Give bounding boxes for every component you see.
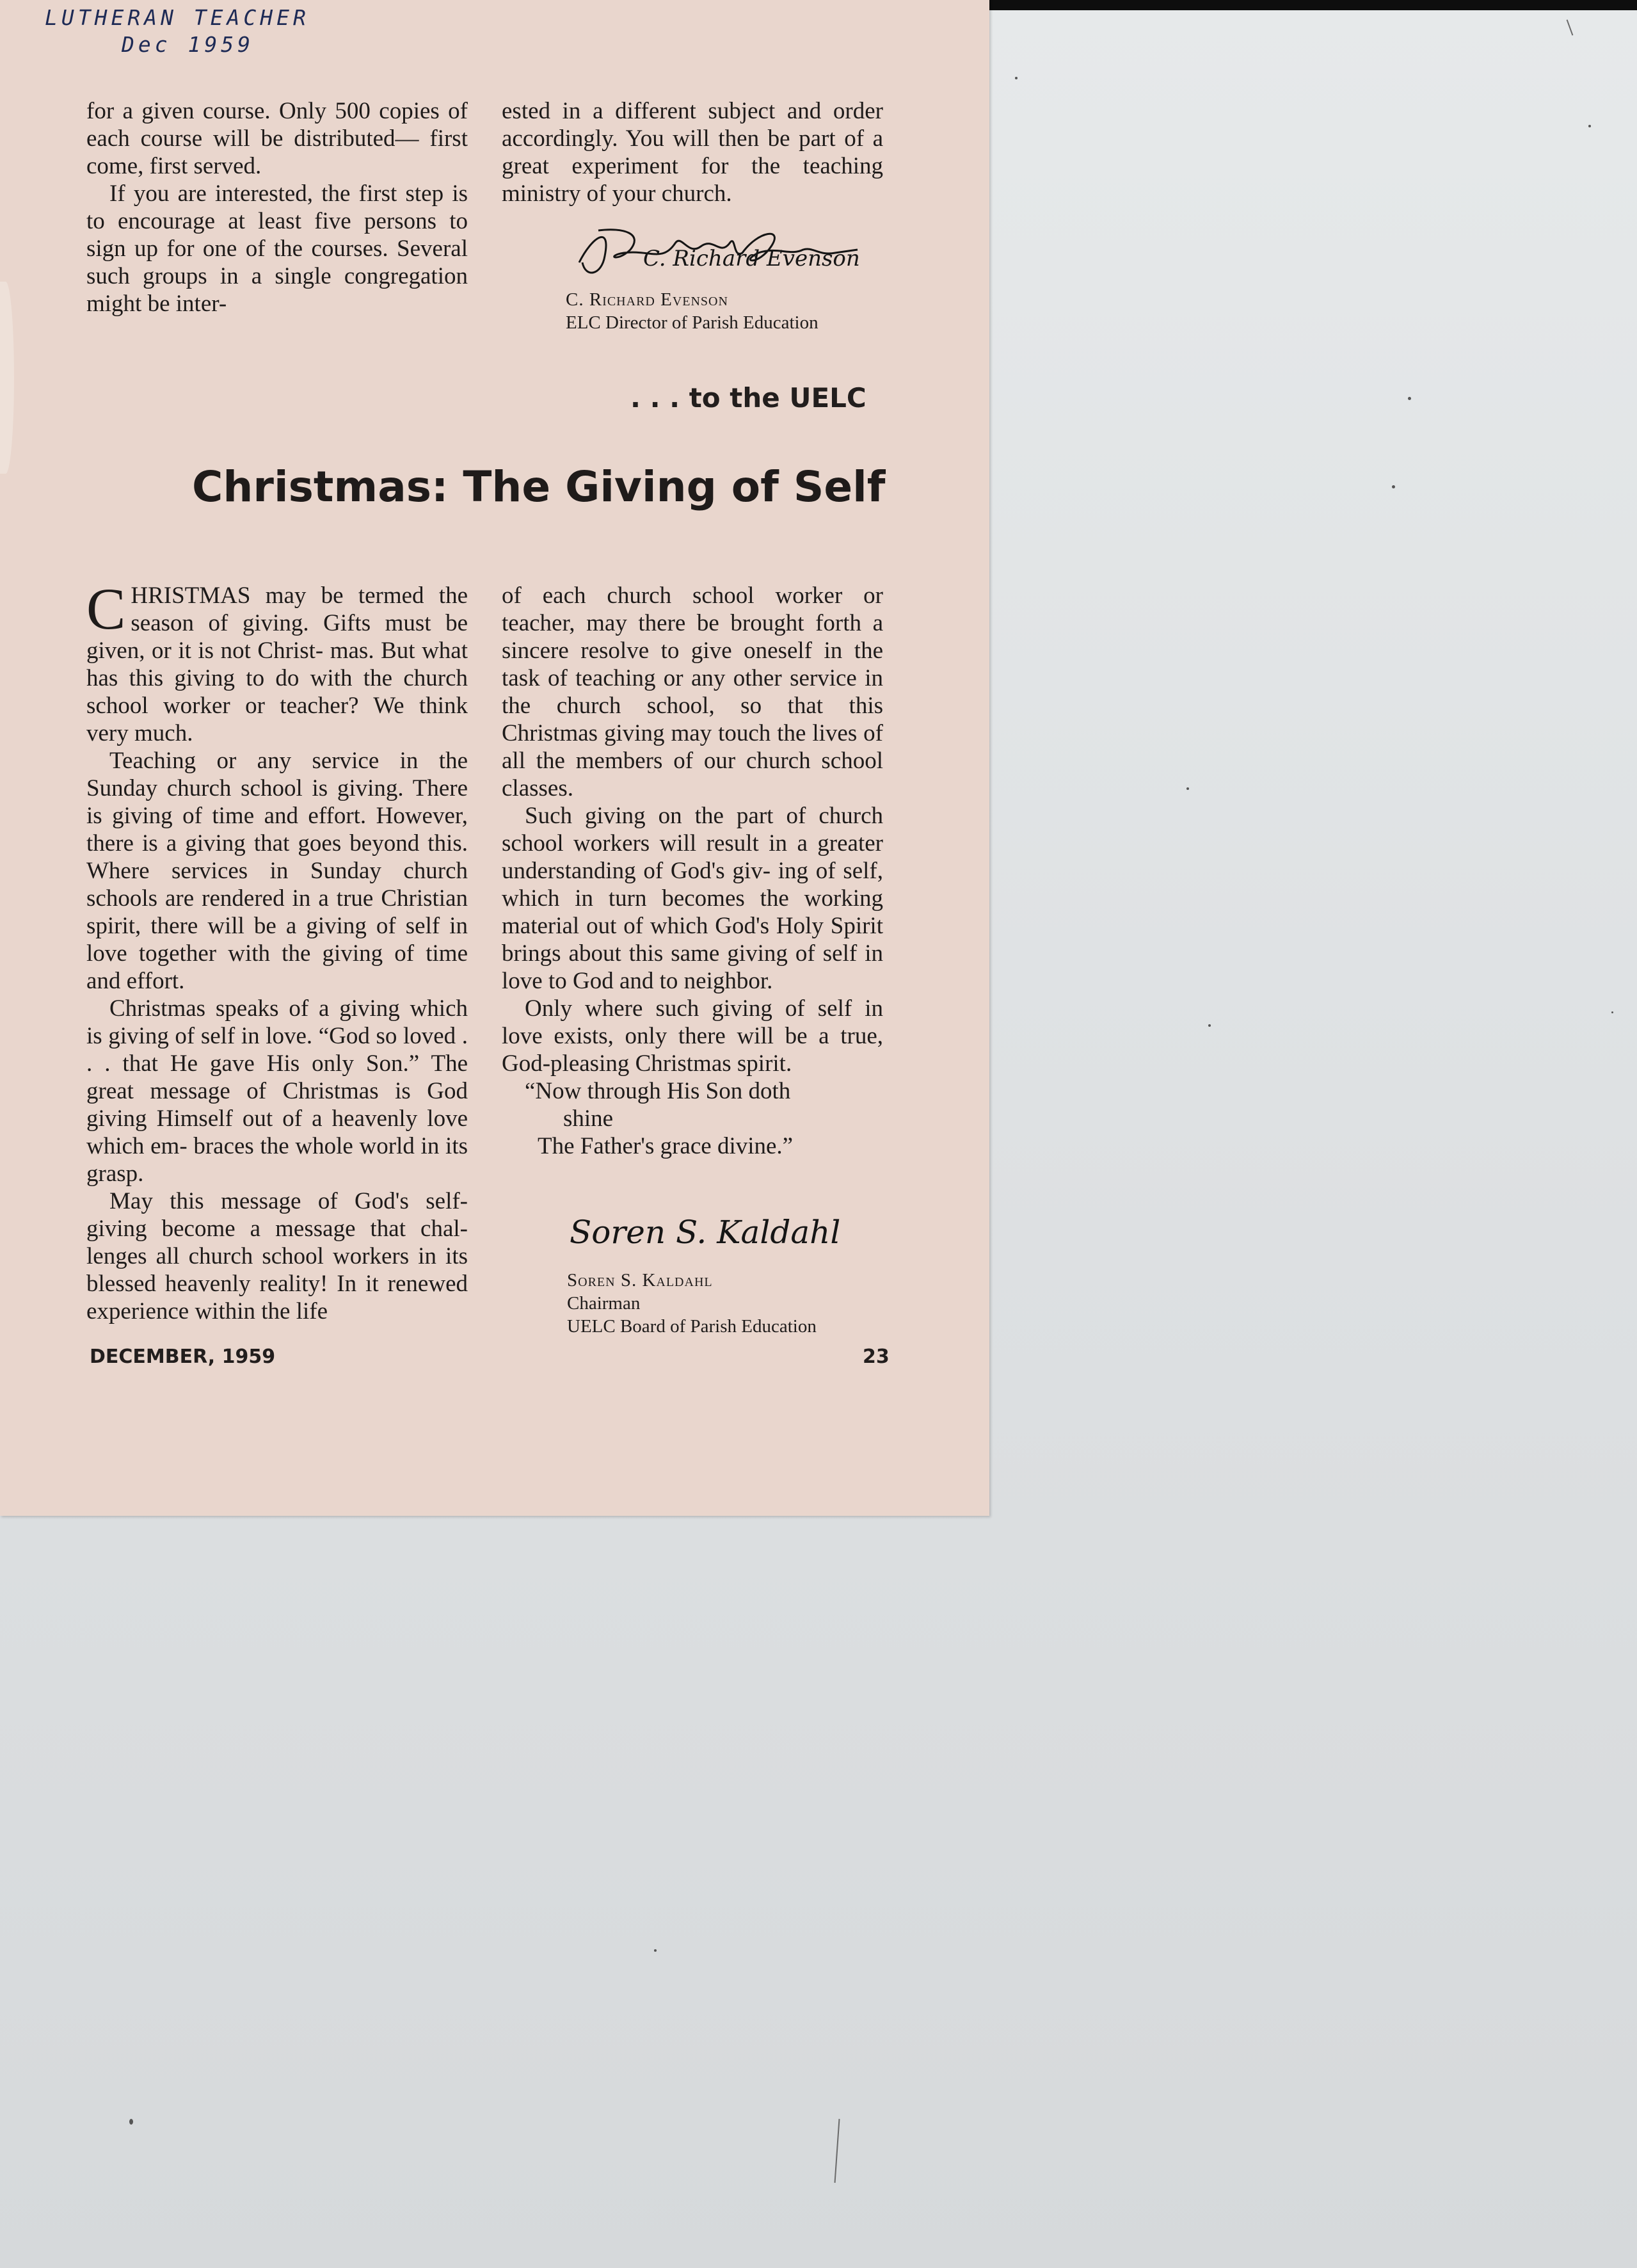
magazine-page (0, 0, 989, 1516)
kaldahl-signature-text: Soren S. Kaldahl (570, 1214, 841, 1251)
top-column-left (86, 97, 468, 318)
handwritten-note-line1: LUTHERAN TEACHER (45, 5, 310, 30)
article-paragraph-2: Teaching or any service in the Sunday church school is giving. There is giving of time and effort. However, there is a giving that goes beyond this. Where services in Sunday church schools are rendered in a true Christian spirit, there will be a giving of self in love together with the giving of time and effort. (86, 748, 468, 994)
kaldahl-name-block (567, 1269, 817, 1338)
article-paragraph-6: Such giving on the part of church school workers will result in a greater understanding of God's giv- ing of self, which in turn becomes the working material out of which God's Holy Spirit brings about this same giving of self in love to God and to neighbor. (502, 803, 883, 994)
top-column-right (502, 97, 883, 207)
poem-line-1: “Now through His Son doth (525, 1078, 791, 1104)
article-paragraph-5: of each church school worker or teacher, may there be brought forth a sincere resolve to give oneself in the task of teaching or any other service in the church school, so that this Christmas giving may touch the lives of all the members of our church school classes. (502, 583, 883, 801)
kaldahl-signature (563, 1203, 858, 1261)
top-paragraph-2: If you are interested, the first step is to encourage at least five persons to sign up for one of the courses. Several such groups in a single congregation might be inter- (86, 181, 468, 317)
dropcap: C (86, 576, 126, 641)
evenson-name-block (566, 288, 818, 334)
top-paragraph-1: for a given course. Only 500 copies of each course will be distributed— first come, first served. (86, 98, 468, 179)
kaldahl-role: Chairman (567, 1293, 641, 1314)
kaldahl-org: UELC Board of Parish Education (567, 1316, 817, 1337)
dust-speck (1186, 787, 1189, 790)
scan-edge-strip (989, 0, 1637, 10)
evenson-signature-text: C. Richard Evenson (643, 246, 860, 271)
article-paragraph-4: May this message of God's self- giving become a message that chal- lenges all church school workers in its blessed heavenly reality! In it renewed experience within the life (86, 1188, 468, 1324)
article-title: Christmas: The Giving of Self (192, 462, 886, 511)
poem-line-2: shine (563, 1106, 614, 1132)
evenson-name: C. Richard Evenson (566, 289, 728, 310)
top-paragraph-3: ested in a different subject and order accordingly. You will then be part of a great experiment for the teaching ministry of your church. (502, 98, 883, 207)
dust-speck (1588, 125, 1591, 127)
article-paragraph-1 (86, 576, 468, 747)
article-paragraph-7: Only where such giving of self in love exists, only there will be a true, God-pleasing Christmas spirit. (502, 995, 883, 1077)
poem-quote (502, 1077, 883, 1160)
page-number: 23 (863, 1346, 890, 1368)
article-column-right (502, 582, 883, 1160)
section-tag: . . . to the UELC (630, 382, 866, 414)
dust-speck (654, 1949, 657, 1952)
dust-speck (1015, 77, 1018, 79)
issue-date: DECEMBER, 1959 (90, 1346, 276, 1368)
article-paragraph-3: Christmas speaks of a giving which is giving of self in love. “God so loved . . . that He gave His only Son.” The great message of Christmas is God giving Himself out of a heavenly love which em- braces the whole world in its grasp. (86, 995, 468, 1187)
dust-speck (1408, 397, 1411, 400)
dust-speck (129, 2119, 133, 2125)
article-column-left (86, 576, 468, 1325)
dust-speck (1611, 1011, 1613, 1013)
evenson-title: ELC Director of Parish Education (566, 312, 818, 333)
evenson-signature (566, 218, 861, 288)
poem-line-3: The Father's grace divine.” (538, 1133, 794, 1159)
dust-speck (1208, 1024, 1211, 1027)
torn-edge (0, 282, 14, 474)
kaldahl-name: Soren S. Kaldahl (567, 1270, 713, 1291)
dust-speck (1392, 485, 1395, 488)
article-paragraph-1-text: HRISTMAS may be termed the season of giving. Gifts must be given, or it is not Christ- mas. But what has this giving to do with the church school worker or teacher? We think very much. (86, 583, 468, 746)
handwritten-note-line2: Dec 1959 (122, 32, 254, 57)
